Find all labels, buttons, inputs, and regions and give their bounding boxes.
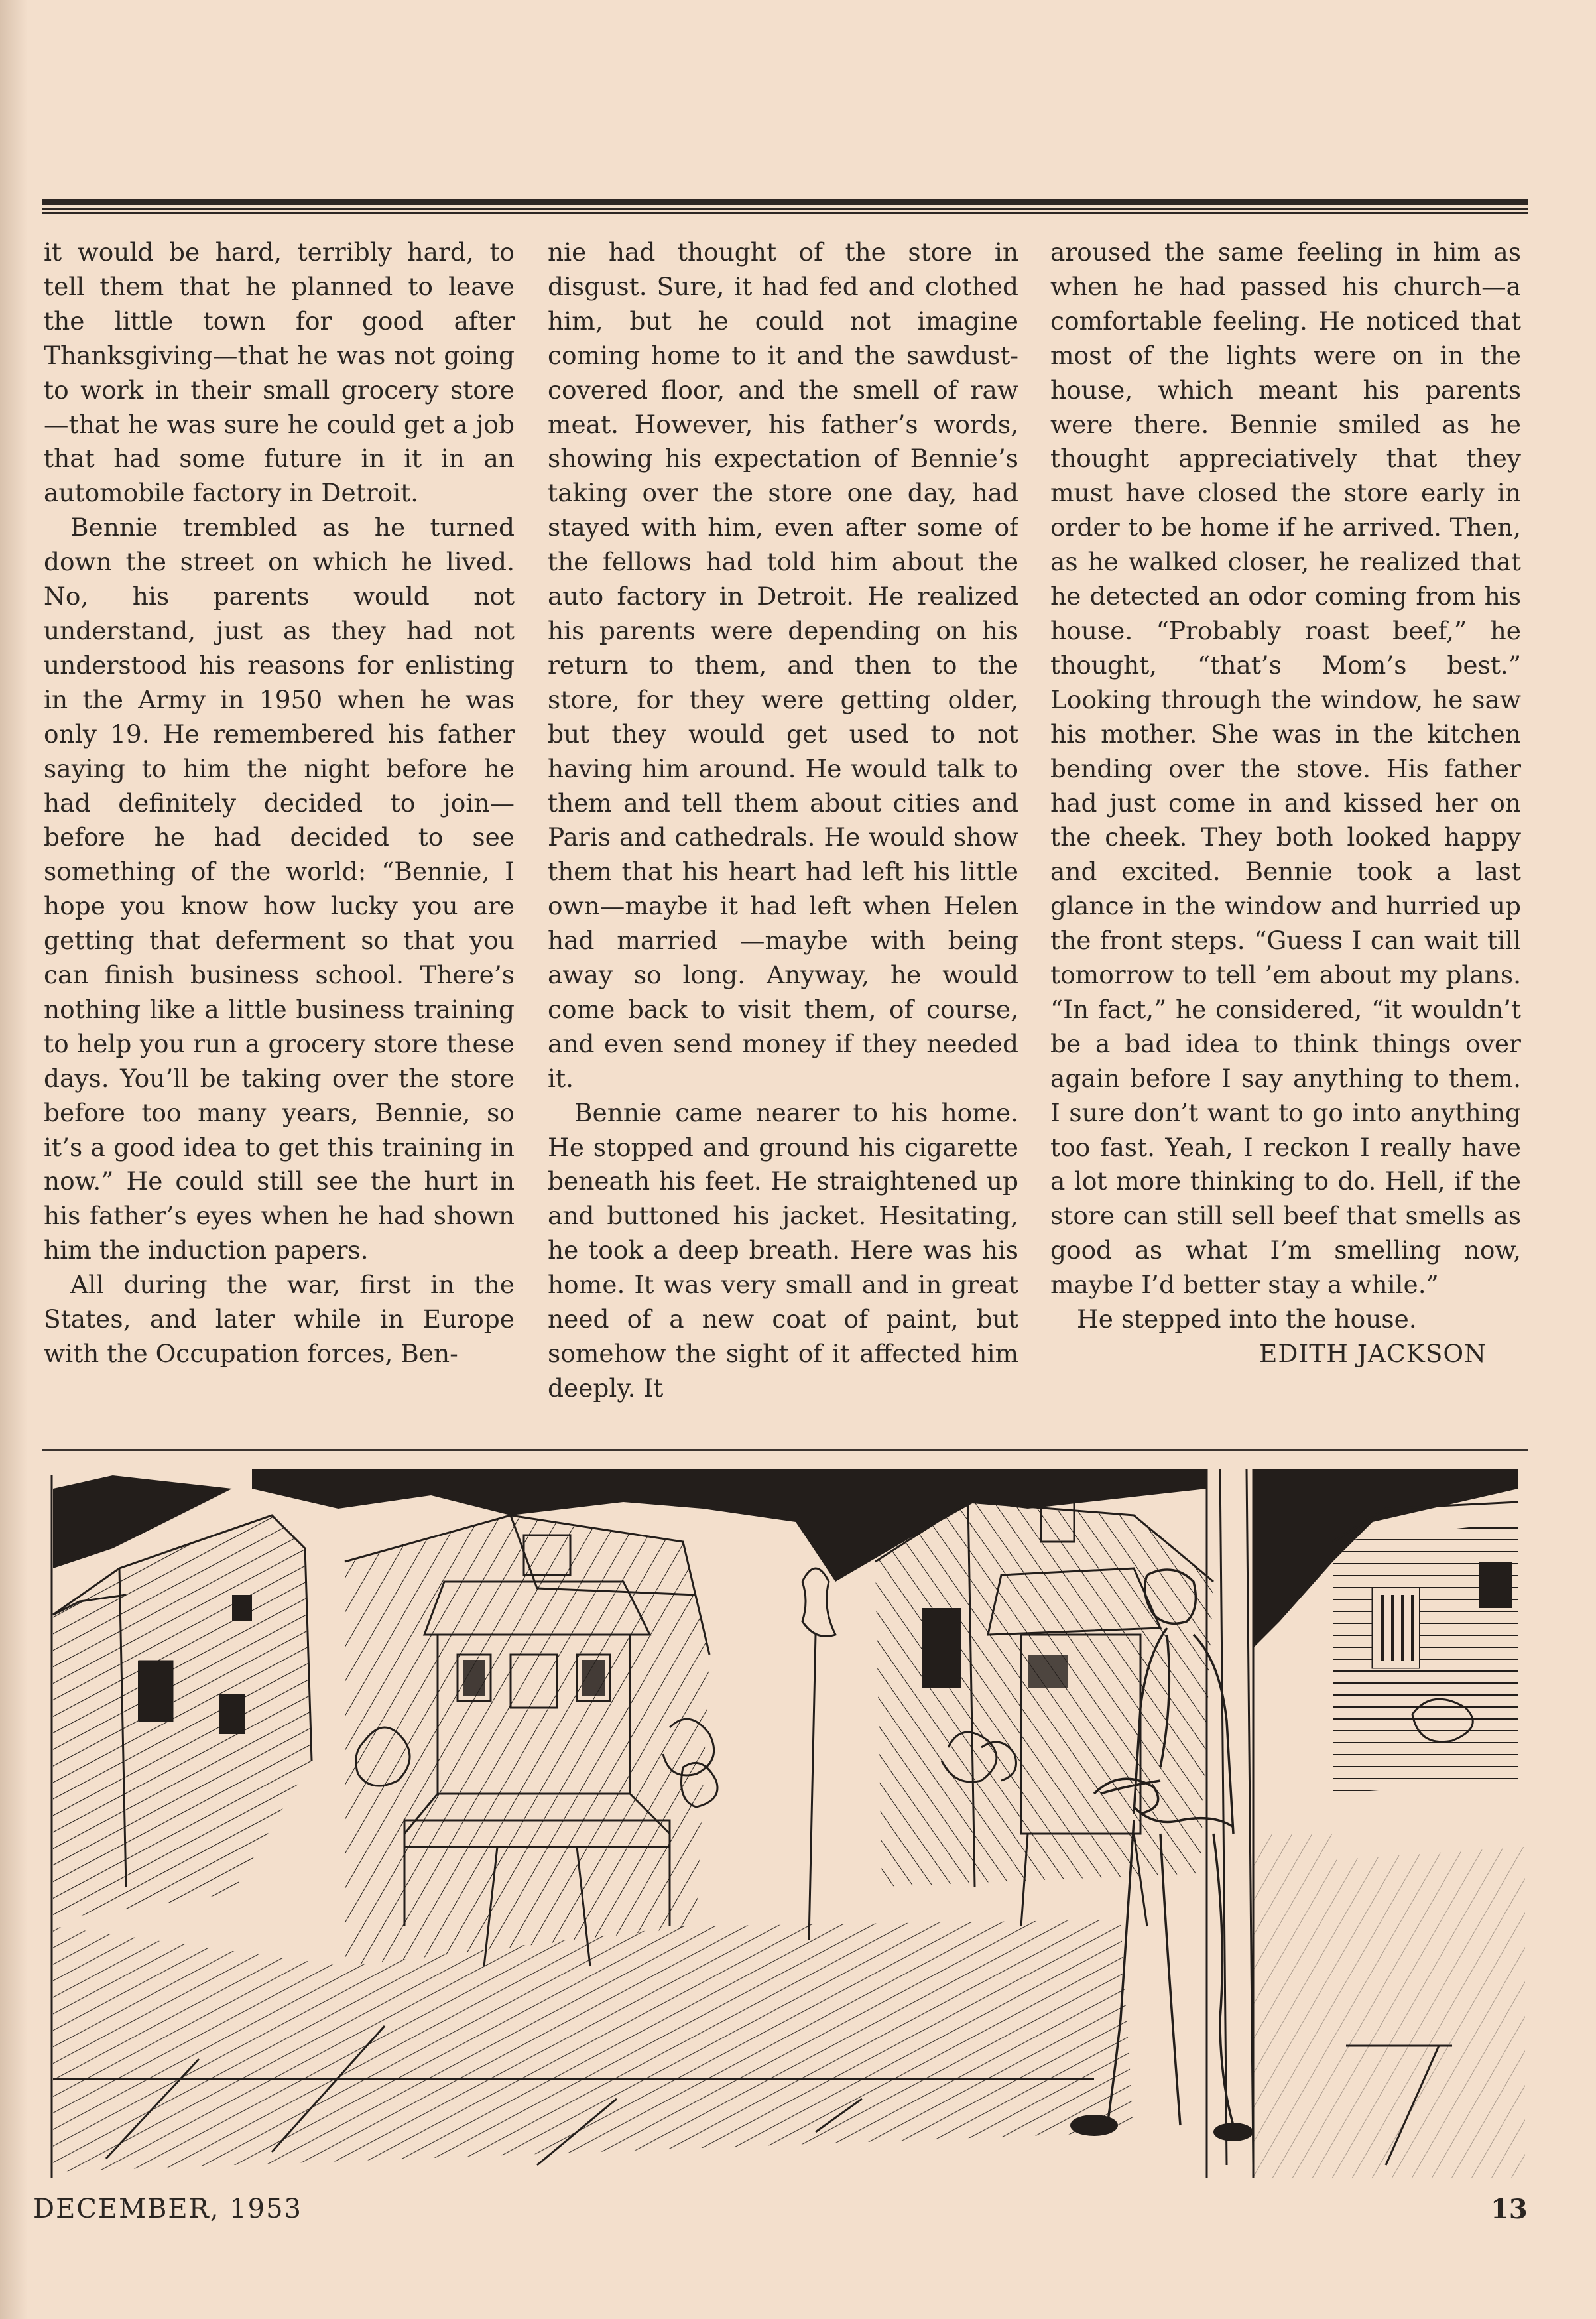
street xyxy=(46,1913,1147,2178)
text-column-3 xyxy=(1050,235,1521,1439)
top-rule-thick xyxy=(42,199,1528,205)
text-column-2 xyxy=(548,235,1018,1439)
street-tree xyxy=(802,1568,835,1940)
paragraph: Bennie came nearer to his home. He stopped and ground his cigarette beneath his feet. He straightened up and buttoned his jacket. Hesitating, he took a deep breath. Here was his home. It was very small and in great need of a new coat of paint, but somehow the sight of it affected him deeply. It xyxy=(548,1097,1018,1403)
center-house xyxy=(338,1509,723,1973)
right-pane-sidewalk xyxy=(1253,1834,1525,2178)
page-edge-shadow xyxy=(0,0,28,2319)
far-right-house xyxy=(1326,1502,1525,1800)
top-rule-thin xyxy=(42,208,1528,210)
left-house xyxy=(46,1502,325,1933)
paragraph: He stepped into the house. xyxy=(1077,1304,1417,1334)
paragraph: All during the war, first in the States, and later while in Europe with the Occupation forces, Ben- xyxy=(44,1270,515,1368)
paragraph: it would be hard, terribly hard, to tell them that he planned to leave the little town for good after Thanksgiving—that he was not going to work in their small grocery store—that he was sure he could get a job that had some future in it in an automobile factory in Detroit. xyxy=(44,237,515,508)
top-rule-hairline xyxy=(42,212,1528,214)
page-number: 13 xyxy=(1491,2194,1528,2225)
text-column-1 xyxy=(44,235,515,1439)
author-byline: EDITH JACKSON xyxy=(1259,1339,1487,1368)
telephone-pole xyxy=(1220,1469,1253,2165)
text-illustration-divider xyxy=(42,1449,1528,1451)
street-illustration xyxy=(33,1462,1532,2185)
paragraph: Bennie trembled as he turned down the street on which he lived. No, his parents would not understand, just as they had not understood his reasons for enlisting in the Army in 1950 when he was only 19. He remembered his father saying to him the night before he had definitely decided to join—before he had decided to see something of the world: “Bennie, I hope you know how lucky you are getting that deferment so that you can finish business school. There’s nothing like a little business training to help you run a grocery store these days. You’ll be taking over the store before too many years, Bennie, so it’s a good idea to get this training in now.” He could still see the hurt in his father’s eyes when he had shown him the induction papers. xyxy=(44,513,515,1265)
issue-date: DECEMBER, 1953 xyxy=(33,2194,302,2224)
paragraph: nie had thought of the store in disgust. Sure, it had fed and clothed him, but he could not imagine coming home to it and the sawdust-covered floor, and the smell of raw meat. However, his father’s words, showing his expectation of Bennie’s taking over the store one day, had stayed with him, even after some of the fellows had told him about the auto factory in Detroit. He realized his parents were depending on his return to them, and then to the store, for they were getting older, but they would get used to not having him around. He would talk to them and tell them about cities and Paris and cathedrals. He would show them that his heart had left his little own—maybe it had left when Helen had married —maybe with being away so long. Anyway, he would come back to visit them, of course, and even send money if they needed it. xyxy=(548,237,1018,1093)
top-rule xyxy=(42,199,1528,216)
right-house xyxy=(869,1495,1227,1926)
paragraph: aroused the same feeling in him as when he had passed his church—a comfortable feeling. He noticed that most of the lights were on in the house, which meant his parents were there. Bennie smiled as he thought appreciatively that they must have closed the store early in order to be home if he arrived. Then, as he walked closer, he realized that he detected an odor coming from his house. “Probably roast beef,” he thought, “that’s Mom’s best.” Looking through the window, he saw his mother. She was in the kitchen bending over the stove. His father had just come in and kissed her on the cheek. They both looked happy and excited. Bennie took a last glance in the window and hurried up the front steps. “Guess I can wait till tomorrow to tell ’em about my plans. “In fact,” he considered, “it wouldn’t be a bad idea to think things over again before I say anything to them. I sure don’t want to go into anything too fast. Yeah, I reckon I really have a lot more thinking to do. Hell, if the store can still sell beef that smells as good as what I’m smelling now, maybe I’d better stay a while.” xyxy=(1050,237,1521,1300)
